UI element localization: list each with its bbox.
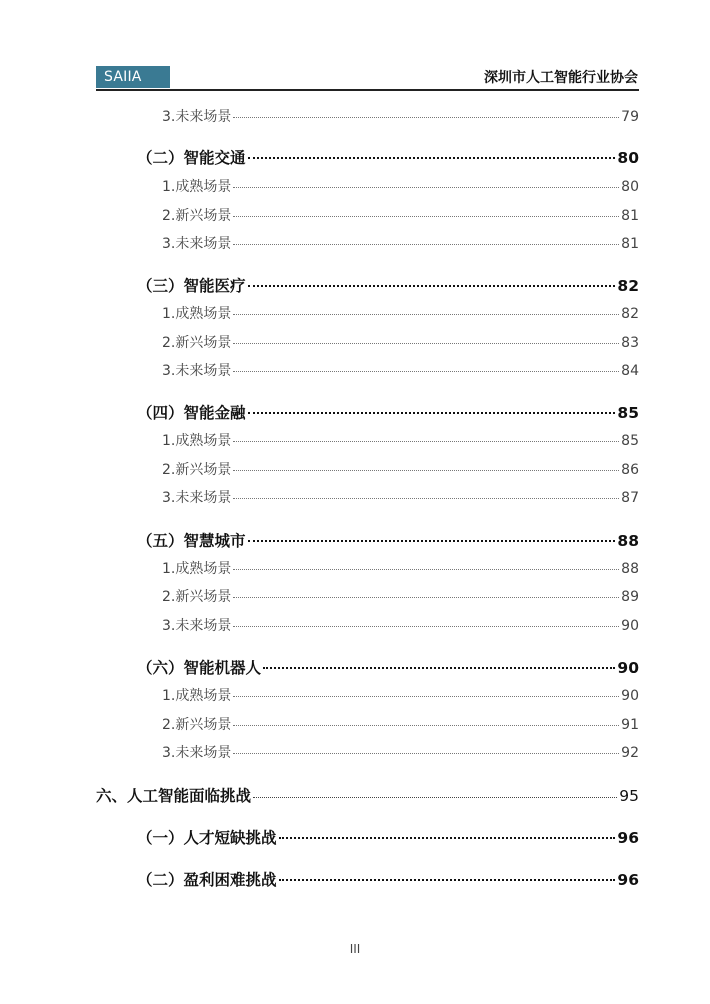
toc-page: 80 [617, 149, 639, 167]
toc-entry[interactable] [137, 401, 639, 423]
toc-page: 92 [621, 745, 639, 761]
toc-entry[interactable] [162, 233, 639, 253]
toc-leader [253, 797, 617, 798]
toc-page: 86 [621, 462, 639, 478]
toc-leader [248, 540, 616, 542]
toc-entry[interactable] [162, 586, 639, 606]
toc-title: 1.成熟场景 [162, 306, 232, 322]
toc-title: 1.成熟场景 [162, 688, 232, 704]
toc-page: 88 [621, 561, 639, 577]
toc-entry[interactable] [162, 303, 639, 323]
toc-leader [233, 470, 619, 471]
toc-page: 95 [619, 787, 639, 805]
toc-entry[interactable] [137, 868, 639, 890]
toc-page: 90 [621, 688, 639, 704]
toc-title: 1.成熟场景 [162, 561, 232, 577]
toc-title: 2.新兴场景 [162, 589, 232, 605]
toc-leader [233, 314, 619, 315]
toc-leader [233, 696, 619, 697]
toc-title: 1.成熟场景 [162, 433, 232, 449]
header-divider [96, 89, 639, 91]
toc-title: 3.未来场景 [162, 109, 232, 125]
toc-page: 87 [621, 490, 639, 506]
toc-page: 89 [621, 589, 639, 605]
toc-title: （三）智能医疗 [137, 277, 246, 295]
toc-title: 2.新兴场景 [162, 717, 232, 733]
toc-entry[interactable] [137, 529, 639, 551]
toc-page: 85 [617, 404, 639, 422]
toc-page: 84 [621, 363, 639, 379]
toc-title: （四）智能金融 [137, 404, 246, 422]
toc-title: 2.新兴场景 [162, 462, 232, 478]
toc-title: 六、人工智能面临挑战 [96, 787, 252, 805]
toc-leader [233, 597, 619, 598]
toc-title: （一）人才短缺挑战 [137, 829, 277, 847]
toc-leader [233, 244, 619, 245]
toc-title: 3.未来场景 [162, 236, 232, 252]
toc-page: 90 [617, 659, 639, 677]
toc-title: 3.未来场景 [162, 490, 232, 506]
organization-name: 深圳市人工智能行业协会 [484, 70, 638, 86]
toc-page: 90 [621, 618, 639, 634]
logo: SAIIA [96, 66, 170, 88]
toc-entry[interactable] [162, 742, 639, 762]
toc-leader [233, 753, 619, 754]
toc-entry[interactable] [162, 615, 639, 635]
toc-entry[interactable] [162, 430, 639, 450]
toc-leader [248, 412, 616, 414]
toc-entry[interactable] [162, 714, 639, 734]
toc-leader [233, 569, 619, 570]
toc-page: 80 [621, 179, 639, 195]
page-number: III [349, 942, 361, 956]
toc-leader [233, 498, 619, 499]
toc-entry[interactable] [137, 146, 639, 168]
toc-page: 96 [617, 871, 639, 889]
toc-leader [233, 343, 619, 344]
toc-page: 88 [617, 532, 639, 550]
toc-entry[interactable] [162, 332, 639, 352]
toc-title: 3.未来场景 [162, 618, 232, 634]
toc-leader [233, 626, 619, 627]
toc-title: （六）智能机器人 [137, 659, 262, 677]
toc-title: （五）智慧城市 [137, 532, 246, 550]
toc-title: 2.新兴场景 [162, 335, 232, 351]
toc-title: 2.新兴场景 [162, 208, 232, 224]
toc-entry[interactable] [137, 826, 639, 848]
toc-page: 85 [621, 433, 639, 449]
toc-page: 83 [621, 335, 639, 351]
toc-leader [233, 441, 619, 442]
toc-entry[interactable] [162, 106, 639, 126]
toc-entry[interactable] [162, 487, 639, 507]
toc-entry[interactable] [162, 205, 639, 225]
toc-entry[interactable] [162, 360, 639, 380]
toc-leader [279, 837, 616, 839]
toc-leader [248, 157, 616, 159]
toc-title: （二）智能交通 [137, 149, 246, 167]
toc-entry[interactable] [137, 656, 639, 678]
toc-page: 81 [621, 208, 639, 224]
toc-title: （二）盈利困难挑战 [137, 871, 277, 889]
toc-entry[interactable] [162, 685, 639, 705]
toc-page: 91 [621, 717, 639, 733]
toc-entry[interactable] [162, 176, 639, 196]
toc-page: 96 [617, 829, 639, 847]
toc-leader [233, 725, 619, 726]
toc-page: 81 [621, 236, 639, 252]
toc-leader [263, 667, 615, 669]
toc-title: 3.未来场景 [162, 745, 232, 761]
toc-leader [233, 187, 619, 188]
toc-title: 3.未来场景 [162, 363, 232, 379]
toc-leader [233, 371, 619, 372]
toc-entry[interactable] [137, 274, 639, 296]
toc-leader [279, 879, 616, 881]
toc-page: 82 [617, 277, 639, 295]
toc-entry[interactable] [162, 558, 639, 578]
toc-leader [248, 285, 616, 287]
toc-page: 79 [621, 109, 639, 125]
toc-entry[interactable] [162, 459, 639, 479]
toc-entry[interactable] [96, 784, 639, 806]
toc-title: 1.成熟场景 [162, 179, 232, 195]
toc-leader [233, 117, 619, 118]
toc-page: 82 [621, 306, 639, 322]
toc-leader [233, 216, 619, 217]
